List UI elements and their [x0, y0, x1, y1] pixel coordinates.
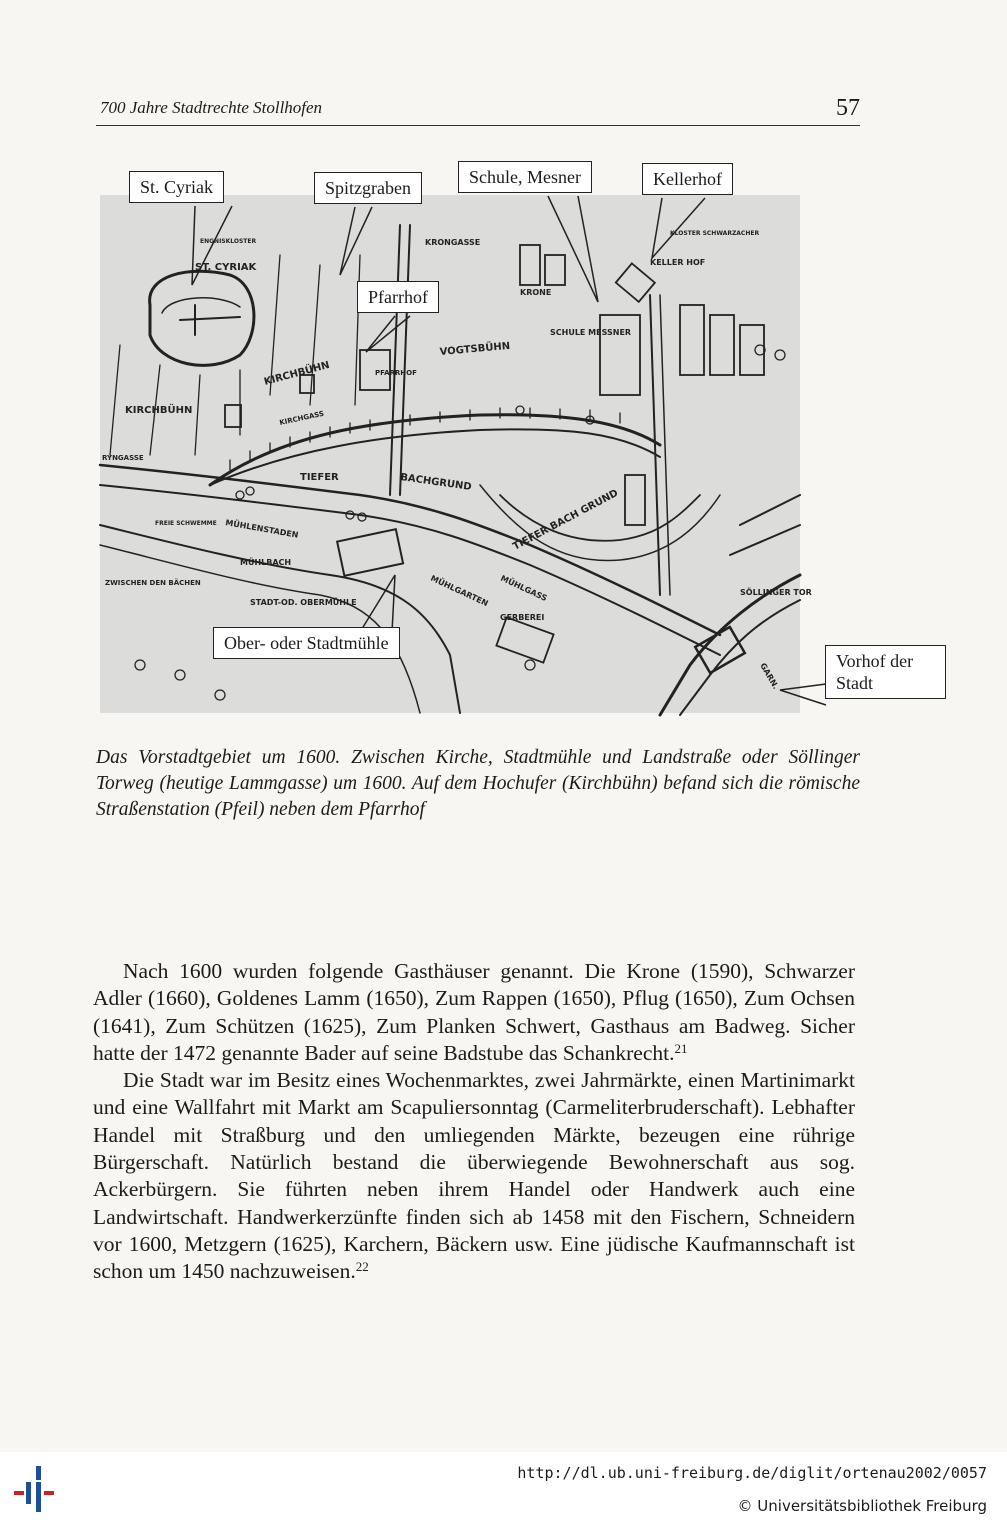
map-hand-label: KELLER HOF [650, 258, 706, 267]
permalink-url[interactable]: http://dl.ub.uni-freiburg.de/diglit/ortenau2002/0057 [517, 1464, 987, 1482]
callout-stadtmuehle: Ober- oder Stadtmühle [213, 627, 400, 659]
map-hand-label: ZWISCHEN DEN BÄCHEN [105, 579, 201, 587]
map-hand-label: SÖLLINGER TOR [740, 588, 812, 597]
footnote-ref[interactable]: 22 [355, 1259, 369, 1275]
callout-pfarrhof: Pfarrhof [357, 281, 439, 313]
paragraph-text: Nach 1600 wurden folgende Gasthäuser genannt. Die Krone (1590), Schwarzer Adler (1660), Goldenes Lamm (1650), Zum Rappen (1650), Pflug (1650), Zum Ochsen (1641), Zum Schützen (1625), Zum Planken Schwert, Gasthaus am Badweg. Sicher hatte der 1472 genannte Bader auf seine Badstube das Schankrecht. [93, 959, 855, 1065]
map-hand-label: ST. CYRIAK [195, 262, 257, 273]
callout-kellerhof: Kellerhof [642, 163, 733, 195]
map-hand-label: KIRCHGASS [278, 409, 325, 427]
map-hand-label: PFARRHOF [375, 369, 417, 377]
callout-vorhof-line2: Stadt [836, 673, 874, 693]
map-hand-label: VOGTSBÜHN [439, 340, 511, 358]
callout-vorhof [825, 645, 946, 699]
map-hand-label: BACHGRUND [399, 472, 473, 493]
callout-vorhof-line1: Vorhof der [836, 651, 914, 671]
paragraph [93, 958, 855, 1067]
paragraph [93, 1067, 855, 1285]
callout-st-cyriak: St. Cyriak [129, 171, 224, 203]
map-hand-label: KIRCHBÜHN [262, 359, 331, 388]
map-hand-label: MÜHLBACH [240, 558, 292, 567]
library-logo-icon [14, 1464, 64, 1514]
map-hand-label: KLOSTER SCHWARZACHER [670, 230, 760, 237]
map-hand-label: FREIE SCHWEMME [155, 520, 217, 527]
paragraph-text: Die Stadt war im Besitz eines Wochenmarktes, zwei Jahrmärkte, einen Martinimarkt und eine Wallfahrt mit Markt am Scapuliersonntag (Carmeliterbruderschaft). Lebhafter Handel mit Straßburg und den umliegenden Märkte, bezeugen eine rührige Bürgerschaft. Natürlich bestand die überwiegende Bewohnerschaft aus sog. Ackerbürgern. Sie führten neben ihrem Handel oder Handwerk auch eine Landwirtschaft. Handwerkerzünfte finden sich ab 1458 mit den Fischern, Schneidern vor 1600, Metzgern (1625), Karchern, Bäckern usw. Eine jüdische Kaufmannschaft ist schon um 1450 nachzuweisen. [93, 1068, 855, 1284]
map-hand-label: KRONGASSE [425, 238, 481, 247]
map-hand-label: STADT-OD. OBERMÜHLE [250, 598, 357, 607]
callout-schule-mesner: Schule, Mesner [458, 161, 592, 193]
body-text [93, 958, 855, 1286]
map-hand-label: GARN. [758, 661, 781, 691]
map-hand-label: TIEFER [300, 472, 339, 483]
footnote-ref[interactable]: 21 [674, 1040, 688, 1056]
map-hand-label: MÜHLGASS [499, 573, 549, 604]
map-hand-label: MÜHLGARTEN [429, 573, 490, 609]
figure-caption: Das Vorstadtgebiet um 1600. Zwischen Kirche, Stadtmühle und Landstraße oder Söllinger Torweg (heutige Lammgasse) um 1600. Auf dem Hochufer (Kirchbühn) befand sich die römische Straßenstation (Pfeil) neben dem Pfarrhof [96, 747, 860, 820]
running-title: 700 Jahre Stadtrechte Stollhofen [100, 98, 323, 117]
map-hand-label: GERBEREI [500, 613, 545, 622]
map-hand-label: KIRCHBÜHN [125, 405, 193, 416]
map-hand-label: RYNGASSE [102, 454, 144, 462]
map-hand-label: SCHULE MESSNER [550, 328, 632, 337]
callout-spitzgraben: Spitzgraben [314, 172, 422, 204]
footer-bar [0, 1452, 1007, 1525]
map-hand-label: ENGNISKLOSTER [200, 238, 257, 245]
page-number: 57 [836, 95, 860, 121]
map-hand-label: KRONE [520, 288, 552, 297]
map-hand-label: TIEFER BACH GRUND [511, 487, 621, 553]
map-hand-label: MÜHLENSTADEN [224, 518, 300, 540]
copyright-notice: © Universitätsbibliothek Freiburg [737, 1497, 987, 1515]
